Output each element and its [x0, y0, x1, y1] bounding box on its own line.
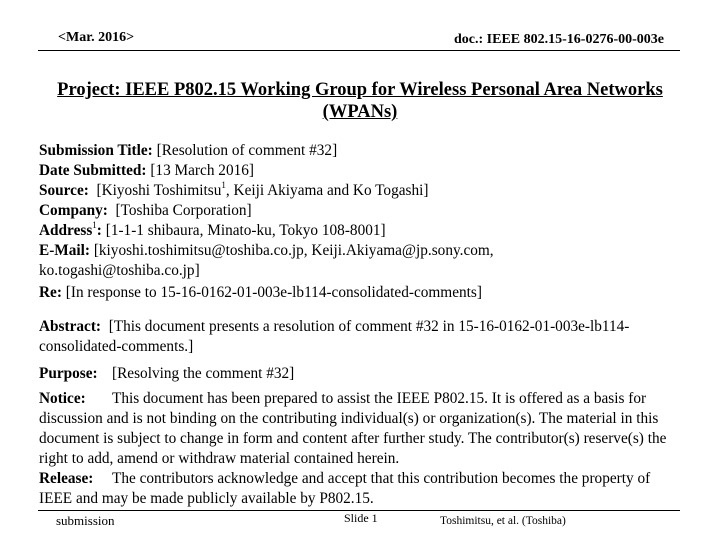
source-label: Source:: [39, 182, 89, 199]
company-label: Company:: [39, 202, 108, 219]
date-submitted-value: [13 March 2016]: [150, 162, 254, 179]
title-line-2: (WPANs): [322, 102, 398, 122]
re-value: [In response to 15-16-0162-01-003e-lb114-consolidated-comments]: [65, 284, 482, 301]
title-line-1: Project: IEEE P802.15 Working Group for Wireless Personal Area Networks: [57, 80, 663, 100]
footer-author: Toshimitsu, et al. (Toshiba): [440, 515, 566, 527]
notice-row: [39, 389, 684, 469]
email-value-line-2: ko.togashi@toshiba.co.jp]: [39, 262, 200, 279]
submission-title-label: Submission Title:: [39, 142, 153, 159]
page-title: [40, 79, 680, 123]
email-row: [39, 241, 684, 281]
date-submitted-label: Date Submitted:: [39, 162, 147, 179]
address-label: Address: [39, 222, 93, 239]
email-label: E-Mail:: [39, 242, 90, 259]
notice-release-block: [39, 389, 684, 509]
release-label: Release:: [39, 470, 94, 487]
source-row: [39, 181, 684, 201]
header-doc-id: doc.: IEEE 802.15-16-0276-00-003e: [454, 32, 664, 47]
abstract-value: [This document presents a resolution of comment #32 in 15-16-0162-01-003e-lb114-consolidated-comments.]: [39, 318, 630, 355]
address-row: [39, 221, 684, 241]
purpose-label: Purpose:: [39, 365, 98, 382]
notice-label: Notice:: [39, 390, 86, 407]
address-superscript: 1: [92, 219, 97, 230]
purpose-value: [Resolving the comment #32]: [112, 365, 295, 382]
footer-submission: submission: [56, 513, 115, 528]
company-row: [39, 201, 684, 221]
footer-slide-number: Slide 1: [344, 511, 378, 525]
re-label: Re:: [39, 284, 62, 301]
abstract-label: Abstract:: [39, 318, 102, 335]
abstract-row: [39, 317, 684, 357]
source-superscript: 1: [221, 179, 226, 190]
submission-title-row: [39, 141, 684, 161]
date-submitted-row: [39, 161, 684, 181]
source-value-a: [Kiyoshi Toshimitsu: [96, 182, 222, 199]
address-colon: :: [96, 222, 102, 239]
release-value: The contributors acknowledge and accept that this contribution becomes the property of IEEE and may be made publicly available by P802.15.: [39, 470, 651, 507]
release-row: [39, 469, 684, 509]
source-value-b: , Keiji Akiyama and Ko Togashi]: [225, 182, 429, 199]
company-value: [Toshiba Corporation]: [115, 202, 252, 219]
purpose-row: [39, 364, 684, 384]
notice-value: This document has been prepared to assist the IEEE P802.15. It is offered as a basis for discussion and is not binding on the contributing individual(s) or organization(s). The material in this document is subject to change in form and content after further study. The contributor(s) reserve(s) the right to add, amend or withdraw material contained herein.: [39, 390, 667, 467]
address-value: [1-1-1 shibaura, Minato-ku, Tokyo 108-8001]: [105, 222, 386, 239]
re-row: [39, 283, 684, 303]
header-date: <Mar. 2016>: [58, 30, 135, 45]
submission-title-value: [Resolution of comment #32]: [156, 142, 338, 159]
submission-fields: [39, 141, 684, 281]
header-rule: [38, 50, 680, 51]
email-value-line-1: [kiyoshi.toshimitsu@toshiba.co.jp, Keiji.Akiyama@jp.sony.com,: [93, 242, 494, 259]
